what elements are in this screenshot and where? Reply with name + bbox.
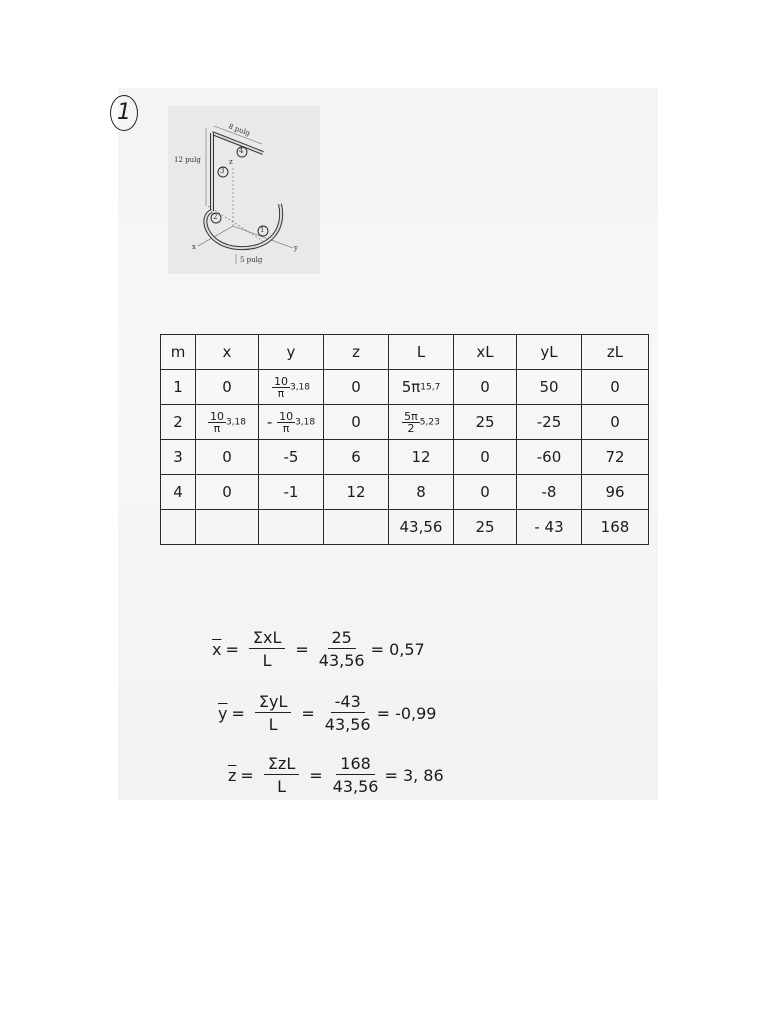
header-y: y [259,335,324,370]
cell-x: 0 [196,370,259,405]
cell-m: 3 [161,440,196,475]
fraction-numerator: 10 [273,374,288,388]
header-L: L [389,335,454,370]
dim-top-label: 8 pulg [227,122,252,138]
cell-L: 12 [389,440,454,475]
cell-m: 4 [161,475,196,510]
axis-x-label: x [192,243,196,251]
equation-lhs: $\overline{x}$ [212,639,222,659]
fraction-denominator: 43,56 [332,777,379,796]
cell-yL: -60 [517,440,582,475]
member-4-label: 4 [239,147,244,155]
fraction-denominator: 43,56 [318,651,365,670]
total-L: 43,56 [389,510,454,545]
cell-y [259,405,324,440]
equation-x-bar [212,628,425,670]
fraction-numerator: 25 [328,628,356,649]
equals-sign: = [295,639,309,659]
cell-zL: 0 [582,370,649,405]
cell-xL: 0 [454,440,517,475]
header-x: x [196,335,259,370]
table-totals-row [161,510,649,545]
header-m: m [161,335,196,370]
fraction-numerator: 10 [279,409,294,423]
cell-x: 0 [196,475,259,510]
fraction-denominator: π [213,421,221,435]
fraction [249,628,286,670]
fraction-numerator: ΣzL [264,754,299,775]
fraction [208,411,226,434]
table-row [161,440,649,475]
member-3-label: 3 [220,167,225,175]
cell-m: 1 [161,370,196,405]
fraction [325,692,371,734]
fraction-denominator: π [277,386,285,400]
total-xL: 25 [454,510,517,545]
equation-y-bar [218,692,436,734]
dim-left-label: 12 pulg [174,156,201,164]
member-1-label: 1 [260,226,265,234]
table-header-row [161,335,649,370]
equation-lhs: $\overline{z}$ [228,765,237,785]
fraction-numerator: 10 [209,409,224,423]
equation-result: = 3, 86 [384,765,444,785]
cell-y: -1 [259,475,324,510]
equation-result: = -0,99 [376,703,437,723]
length-value: 5π [401,378,421,396]
bent-rod-figure [168,106,320,274]
sign: - [266,412,273,431]
fraction [255,692,292,734]
cell-yL: -8 [517,475,582,510]
approx-value: 5,23 [419,417,440,427]
equation-z-bar [228,754,444,796]
cell-zL: 72 [582,440,649,475]
fraction [319,628,365,670]
cell-L: 8 [389,475,454,510]
fraction-numerator: ΣxL [249,628,286,649]
approx-value: 3,18 [225,417,247,427]
cell-xL: 0 [454,370,517,405]
cell-y: -5 [259,440,324,475]
fraction [272,376,290,399]
equals-sign: = [231,703,245,723]
fraction-denominator: 43,56 [324,715,371,734]
fraction-numerator: 168 [336,754,375,775]
header-zL: zL [582,335,649,370]
fraction-denominator: π [282,421,290,435]
header-z: z [324,335,389,370]
cell-z: 6 [324,440,389,475]
cell-empty [259,510,324,545]
approx-value: 15,7 [420,382,441,393]
dim-bottom-label: 5 pulg [240,256,263,264]
cell-z: 0 [324,405,389,440]
fraction-numerator: 5π [404,409,418,423]
header-yL: yL [517,335,582,370]
fraction-denominator: 2 [407,421,415,435]
equation-lhs: $\overline{y}$ [218,703,228,723]
approx-value: 3,18 [289,382,311,392]
cell-xL: 0 [454,475,517,510]
total-yL: - 43 [517,510,582,545]
cell-zL: 96 [582,475,649,510]
cell-m: 2 [161,405,196,440]
cell-empty [196,510,259,545]
cell-z: 0 [324,370,389,405]
fraction-denominator: L [277,777,286,796]
fraction-numerator: -43 [331,692,365,713]
cell-x [196,405,259,440]
table-row [161,370,649,405]
fraction [333,754,379,796]
equals-sign: = [301,703,315,723]
member-2-label: 2 [213,213,218,221]
fraction-denominator: L [268,715,278,734]
equals-sign: = [309,765,323,785]
equation-result: = 0,57 [370,639,425,659]
fraction [277,411,295,434]
header-xL: xL [454,335,517,370]
cell-empty [161,510,196,545]
axis-y-label: y [294,244,298,252]
cell-x: 0 [196,440,259,475]
total-zL: 168 [582,510,649,545]
fraction-numerator: ΣyL [255,692,292,713]
equals-sign: = [225,639,239,659]
fraction [264,754,299,796]
cell-empty [324,510,389,545]
cell-yL: 50 [517,370,582,405]
cell-z: 12 [324,475,389,510]
approx-value: 3,18 [295,417,316,427]
cell-yL: -25 [517,405,582,440]
fraction [402,411,420,434]
axis-z-label: z [229,158,233,166]
cell-xL: 25 [454,405,517,440]
problem-number: 1 [110,95,138,131]
cell-y [259,370,324,405]
fraction-denominator: L [262,651,272,670]
cell-L [389,370,454,405]
table-row [161,475,649,510]
table-row [161,405,649,440]
equals-sign: = [240,765,254,785]
cell-L [389,405,454,440]
cell-zL: 0 [582,405,649,440]
centroid-table [160,334,649,545]
